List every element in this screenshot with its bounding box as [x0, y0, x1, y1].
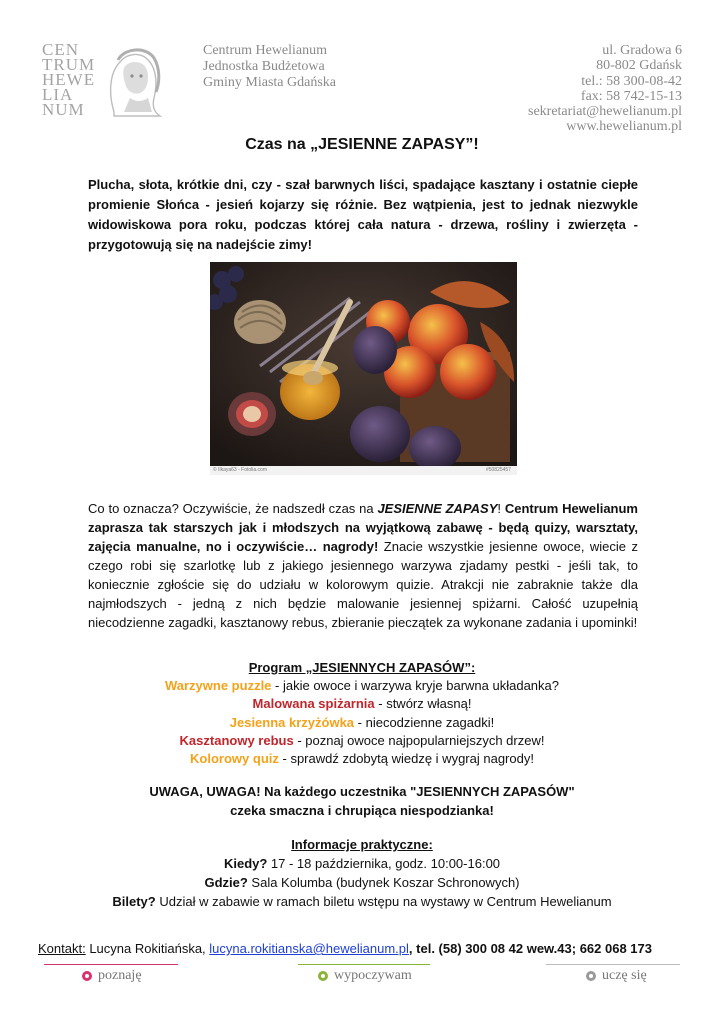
contact-label: Kontakt:	[38, 941, 86, 956]
info-where: Gdzie? Sala Kolumba (budynek Koszar Schronowych)	[204, 875, 520, 890]
autumn-harvest-photo	[210, 262, 517, 466]
program-item-name: Jesienna krzyżówka	[229, 714, 355, 730]
circle-bullet-icon	[82, 971, 92, 981]
circle-bullet-icon	[586, 971, 596, 981]
website-link[interactable]: www.hewelianum.pl	[566, 119, 682, 135]
circle-bullet-icon	[318, 971, 328, 981]
footer-item-poznaje: poznaję	[82, 968, 142, 984]
harvest-illustration	[210, 262, 517, 466]
contact-email-link[interactable]: lucyna.rokitianska@hewelianum.pl	[209, 941, 409, 956]
info-tickets: Bilety? Udział w zabawie w ramach biletu wstępu na wystawy w Centrum Hewelianum	[112, 894, 612, 909]
organization-name: Centrum Hewelianum Jednostka Budżetowa Gminy Miasta Gdańska	[203, 43, 336, 90]
program-item: Warzywne puzzle - jakie owoce i warzywa kryje barwna układanka?	[164, 678, 559, 694]
program-item-name: Kasztanowy rebus	[179, 732, 294, 748]
page-title: Czas na „JESIENNE ZAPASY”!	[245, 136, 479, 153]
program-section	[0, 659, 724, 768]
contact-line: Kontakt: Lucyna Rokitiańska, lucyna.rokitianska@hewelianum.pl, tel. (58) 300 08 42 wew.43; 662 068 173	[38, 941, 652, 956]
photo-credit	[210, 466, 517, 475]
footer-item-ucze-sie: uczę się	[586, 968, 647, 984]
program-item-name: Warzywne puzzle	[164, 678, 272, 694]
footer-divider	[44, 964, 178, 965]
program-item-name: Kolorowy quiz	[190, 751, 279, 767]
photo-credit-id: #50825457	[485, 467, 511, 473]
footer-divider	[546, 964, 680, 965]
program-heading: Program „JESIENNYCH ZAPASÓW”:	[248, 660, 476, 675]
address-block: ul. Gradowa 6 80-802 Gdańsk tel.: 58 300-08-42 fax: 58 742-15-13 sekretariat@hewelianum.pl www.hewelianum.pl	[528, 43, 682, 135]
photo-credit-author: © Ilkaya63 - Fotolia.com	[213, 467, 267, 473]
hevelius-portrait-icon	[94, 42, 168, 118]
info-heading: Informacje praktyczne:	[291, 837, 433, 852]
footer-divider	[298, 964, 430, 965]
program-item: Kolorowy quiz - sprawdź zdobytą wiedzę i wygraj nagrody!	[190, 751, 534, 767]
program-item: Kasztanowy rebus - poznaj owoce najpopularniejszych drzew!	[179, 732, 545, 748]
info-when: Kiedy? 17 - 18 października, godz. 10:00-16:00	[223, 856, 501, 871]
program-item-name: Malowana spiżarnia	[252, 696, 375, 712]
footer-item-wypoczywam: wypoczywam	[318, 968, 412, 984]
notice-block: UWAGA, UWAGA! Na każdego uczestnika "JESIENNYCH ZAPASÓW" czeka smaczna i chrupiąca niespodzianka!	[149, 784, 575, 818]
program-item: Jesienna krzyżówka - niecodzienne zagadki!	[229, 714, 495, 730]
description-paragraph: Co to oznacza? Oczywiście, że nadszedł czas na JESIENNE ZAPASY! Centrum Hewelianum zaprasza tak starszych jak i młodszych na wyjątkową zabawę - będą quizy, warsztaty, zajęcia manualne, no i oczywiście… nagrody! Znacie wszystkie jesienne owoce, wiecie z czego robi się szarlotkę lub z jakiego jesiennego warzywa zjadamy pestki - jeśli tak, to koniecznie zgłoście się do udziału w kolorowym quizie. Atrakcji nie zabraknie także dla najmłodszych - jedną z nich będzie malowanie jesiennej spiżarni. Całość uzupełnią niecodzienne zagadki, kasztanowy rebus, zbieranie pieczątek za wykonane zadania i upominki!	[88, 501, 638, 630]
logo-wordmark: CEN TRUM HEWE LIA NUM	[42, 40, 96, 119]
practical-info	[0, 835, 724, 911]
intro-paragraph: Plucha, słota, krótkie dni, czy - szał barwnych liści, spadające kasztany i ostatnie ciepłe promienie Słońca - jesień kojarzy się różnie. Bez wątpienia, jest to jednak niezwykle widowiskowa pora roku, podczas której cała natura - drzewa, rośliny i zwierzęta - przygotowują się na nadejście zimy!	[88, 177, 638, 252]
hewelianum-logo	[42, 42, 166, 118]
email-link[interactable]: sekretariat@hewelianum.pl	[528, 104, 682, 120]
program-item: Malowana spiżarnia - stwórz własną!	[252, 696, 472, 712]
